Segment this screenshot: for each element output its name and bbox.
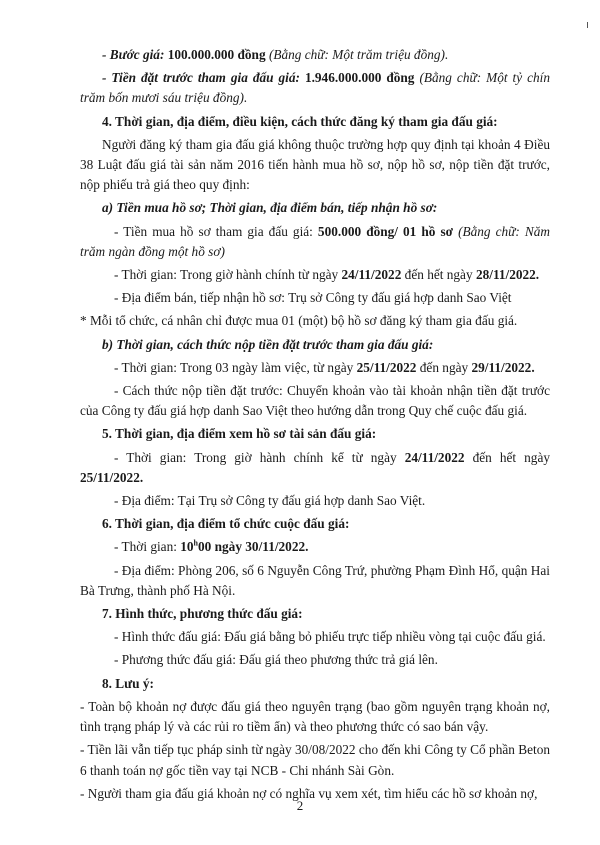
view-place: - Địa điểm: Tại Trụ sở Công ty đấu giá hợp danh Sao Việt. (114, 493, 426, 509)
section-4-title: 4. Thời gian, địa điểm, điều kiện, cách thức đăng ký tham gia đấu giá: (102, 113, 498, 129)
dossier-time-start: 24/11/2022 (341, 267, 402, 283)
bid-step-value: 100.000.000 đồng (167, 47, 266, 62)
auction-place: - Địa điểm: Phòng 206, số 6 Nguyễn Công Trứ, phường Phạm Đình Hổ, quận Hai Bà Trưng, thành phố Hà Nội. (80, 562, 550, 598)
dossier-fee-label: - Tiền mua hồ sơ tham gia đấu giá: (114, 223, 313, 239)
page-number: 2 (296, 798, 304, 813)
section-4b-title: b) Thời gian, cách thức nộp tiền đặt trước tham gia đấu giá: (102, 336, 434, 352)
deposit-time-end: 29/11/2022. (471, 359, 535, 375)
auction-method: - Phương thức đấu giá: Đấu giá theo phương thức trả giá lên. (114, 652, 438, 668)
deposit-line (80, 68, 550, 108)
dossier-time-line (80, 265, 550, 285)
section-4a-title: a) Tiền mua hồ sơ; Thời gian, địa điểm bán, tiếp nhận hồ sơ: (102, 200, 438, 216)
auction-form: - Hình thức đấu giá: Đấu giá bằng bỏ phiếu trực tiếp nhiều vòng tại cuộc đấu giá. (114, 629, 546, 645)
section-5-title: 5. Thời gian, địa điểm xem hồ sơ tài sản đấu giá: (102, 426, 377, 442)
dossier-fee-line (80, 222, 550, 262)
dossier-time-end: 28/11/2022. (475, 267, 540, 283)
bid-step-line (80, 45, 550, 65)
bid-step-label: - Bước giá: (102, 47, 165, 62)
dossier-time-mid: đến hết ngày (404, 267, 473, 283)
auction-time-hour: 10 (180, 539, 194, 555)
deposit-time-start: 25/11/2022 (356, 359, 417, 375)
deposit-words: (Bằng chữ: Một tỷ chín trăm bốn mươi sáu triệu đồng). (80, 70, 551, 106)
view-time-end: 25/11/2022. (80, 469, 144, 485)
view-time-line (80, 448, 550, 488)
deposit-value: 1.946.000.000 đồng (304, 70, 415, 86)
note-item-3: - Người tham gia đấu giá khoản nợ có nghĩa vụ xem xét, tìm hiểu các hồ sơ khoản nợ, (80, 785, 538, 801)
view-time-start: 24/11/2022 (404, 449, 465, 465)
view-time-label: - Thời gian: Trong giờ hành chính kể từ ngày (114, 449, 397, 465)
bid-step-words: (Bằng chữ: Một trăm triệu đồng). (268, 47, 449, 62)
dossier-fee-value: 500.000 đồng/ 01 hồ sơ (317, 223, 453, 239)
dossier-place: - Địa điểm bán, tiếp nhận hồ sơ: Trụ sở Công ty đấu giá hợp danh Sao Việt (114, 290, 512, 306)
note-item-2: - Tiền lãi vẫn tiếp tục pháp sinh từ ngày 30/08/2022 cho đến khi Công ty Cổ phần Beton 6 thanh toán nợ gốc tiền vay tại NCB - Chi nhánh Sài Gòn. (80, 742, 550, 778)
deposit-label: - Tiền đặt trước tham gia đấu giá: (102, 70, 300, 86)
deposit-time-label: - Thời gian: Trong 03 ngày làm việc, từ ngày (114, 359, 354, 375)
section-7-title: 7. Hình thức, phương thức đấu giá: (102, 606, 303, 622)
view-time-mid: đến hết ngày (472, 449, 550, 465)
section-6-title: 6. Thời gian, địa điểm tổ chức cuộc đấu giá: (102, 516, 350, 532)
dossier-note: * Mỗi tổ chức, cá nhân chỉ được mua 01 (một) bộ hồ sơ đăng ký tham gia đấu giá. (80, 313, 518, 329)
note-item-1: - Toàn bộ khoản nợ được đấu giá theo nguyên trạng (bao gồm nguyên trạng khoản nợ, tình trạng pháp lý và các rủi ro tiềm ẩn) và theo phương thức có sao bán vậy. (80, 698, 550, 735)
auction-time-h: h (193, 539, 198, 549)
section-8-title: 8. Lưu ý: (102, 675, 154, 691)
dossier-fee-words: (Bằng chữ: Năm trăm ngàn đồng một hồ sơ) (80, 223, 551, 259)
scan-mark (587, 22, 592, 28)
auction-time-label: - Thời gian: (114, 539, 177, 555)
auction-time-line (80, 537, 550, 557)
dossier-time-label: - Thời gian: Trong giờ hành chính từ ngày (114, 267, 339, 283)
deposit-time-line (80, 358, 550, 378)
section-4-intro: Người đăng ký tham gia đấu giá không thuộc trường hợp quy định tại khoản 4 Điều 38 Luật đấu giá tài sản năm 2016 tiến hành mua hồ sơ, nộp hồ sơ, nộp tiền đặt trước, nộp phiếu trả giá theo quy định: (80, 136, 550, 193)
deposit-method: - Cách thức nộp tiền đặt trước: Chuyển khoản vào tài khoản nhận tiền đặt trước của Công ty đấu giá hợp danh Sao Việt theo hướng dẫn trong Quy chế cuộc đấu giá. (80, 383, 550, 419)
deposit-time-mid: đến ngày (419, 359, 469, 375)
auction-time-rest: 00 ngày 30/11/2022. (198, 539, 309, 555)
